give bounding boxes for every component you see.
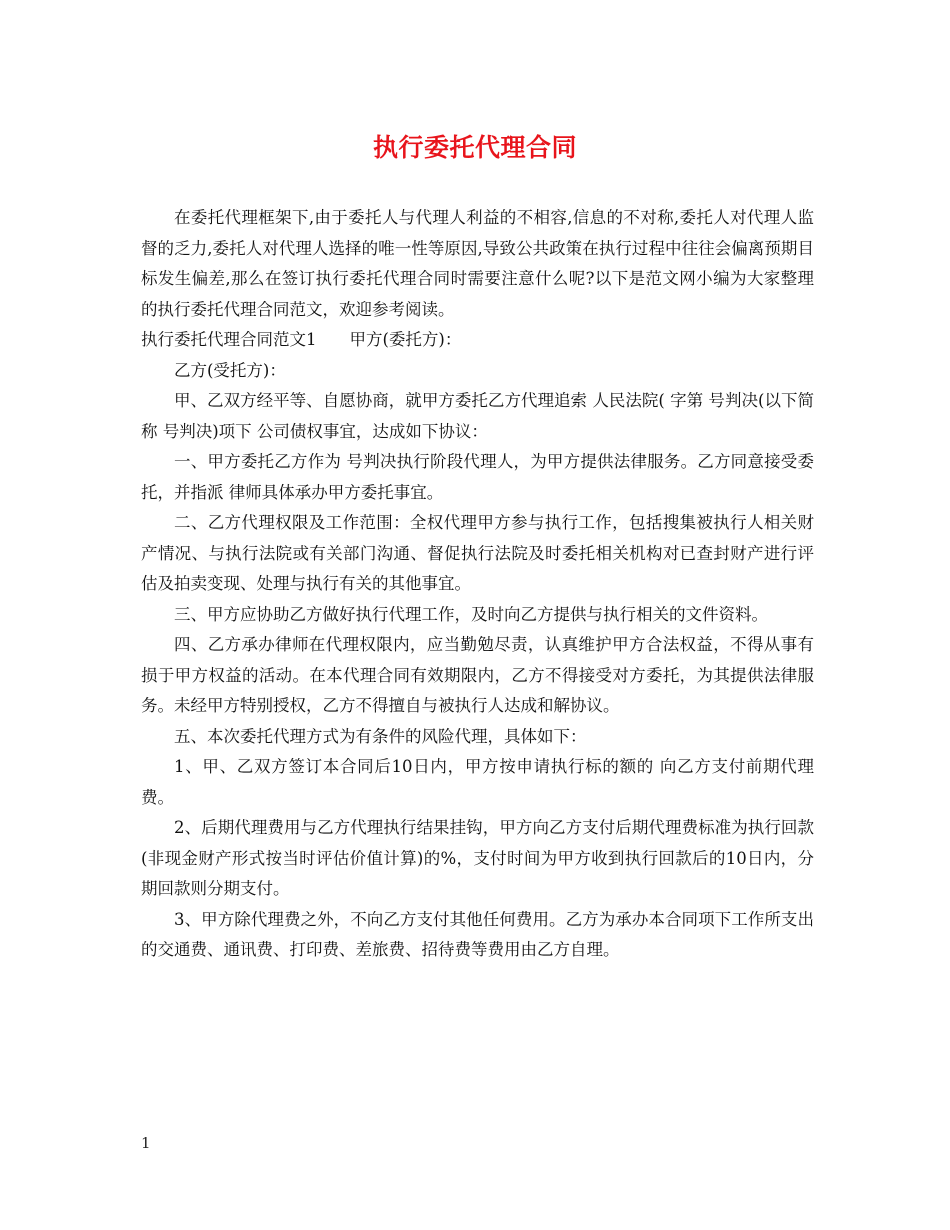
- page-number: 1: [141, 1134, 151, 1152]
- paragraph-intro: 在委托代理框架下,由于委托人与代理人利益的不相容,信息的不对称,委托人对代理人监督的乏力,委托人对代理人选择的唯一性等原因,导致公共政策在执行过程中往往会偏离预期目标发生偏差,那么在签订执行委托代理合同时需要注意什么呢?以下是范文网小编为大家整理的执行委托代理合同范文，欢迎参考阅读。: [141, 208, 814, 319]
- paragraph-item-3: 3、甲方除代理费之外，不向乙方支付其他任何费用。乙方为承办本合同项下工作所支出的交通费、通讯费、打印费、差旅费、招待费等费用由乙方自理。: [141, 909, 814, 959]
- paragraph-clause-2: 二、乙方代理权限及工作范围：全权代理甲方参与执行工作，包括搜集被执行人相关财产情况、与执行法院或有关部门沟通、督促执行法院及时委托相关机构对已查封财产进行评估及拍卖变现、处理与执行有关的其他事宜。: [141, 513, 814, 593]
- paragraph-sample-heading: 执行委托代理合同范文1 甲方(委托方)：: [141, 330, 462, 349]
- paragraph-party-b: 乙方(受托方)：: [174, 360, 286, 380]
- document-title: 执行委托代理合同: [372, 133, 577, 162]
- paragraph-item-2: 2、后期代理费用与乙方代理执行结果挂钩，甲方向乙方支付后期代理费标准为执行回款(非现金财产形式按当时评估价值计算)的%，支付时间为甲方收到执行回款后的10日内，分期回款则分期支付。: [141, 818, 814, 898]
- document-body: [141, 203, 814, 966]
- paragraph-clause-1: 一、甲方委托乙方作为 号判决执行阶段代理人，为甲方提供法律服务。乙方同意接受委托，并指派 律师具体承办甲方委托事宜。: [141, 452, 814, 502]
- paragraph-item-1: 1、甲、乙双方签订本合同后10日内，甲方按申请执行标的额的 向乙方支付前期代理费。: [141, 757, 814, 807]
- paragraph-clause-4: 四、乙方承办律师在代理权限内，应当勤勉尽责，认真维护甲方合法权益，不得从事有损于甲方权益的活动。在本代理合同有效期限内，乙方不得接受对方委托，为其提供法律服务。未经甲方特别授权，乙方不得擅自与被执行人达成和解协议。: [141, 635, 814, 715]
- paragraph-clause-3: 三、甲方应协助乙方做好执行代理工作，及时向乙方提供与执行相关的文件资料。: [174, 604, 768, 624]
- paragraph-clause-5: 五、本次委托代理方式为有条件的风险代理，具体如下：: [174, 726, 587, 746]
- paragraph-preamble: 甲、乙双方经平等、自愿协商，就甲方委托乙方代理追索 人民法院( 字第 号判决(以下简称 号判决)项下 公司债权事宜，达成如下协议：: [141, 391, 814, 441]
